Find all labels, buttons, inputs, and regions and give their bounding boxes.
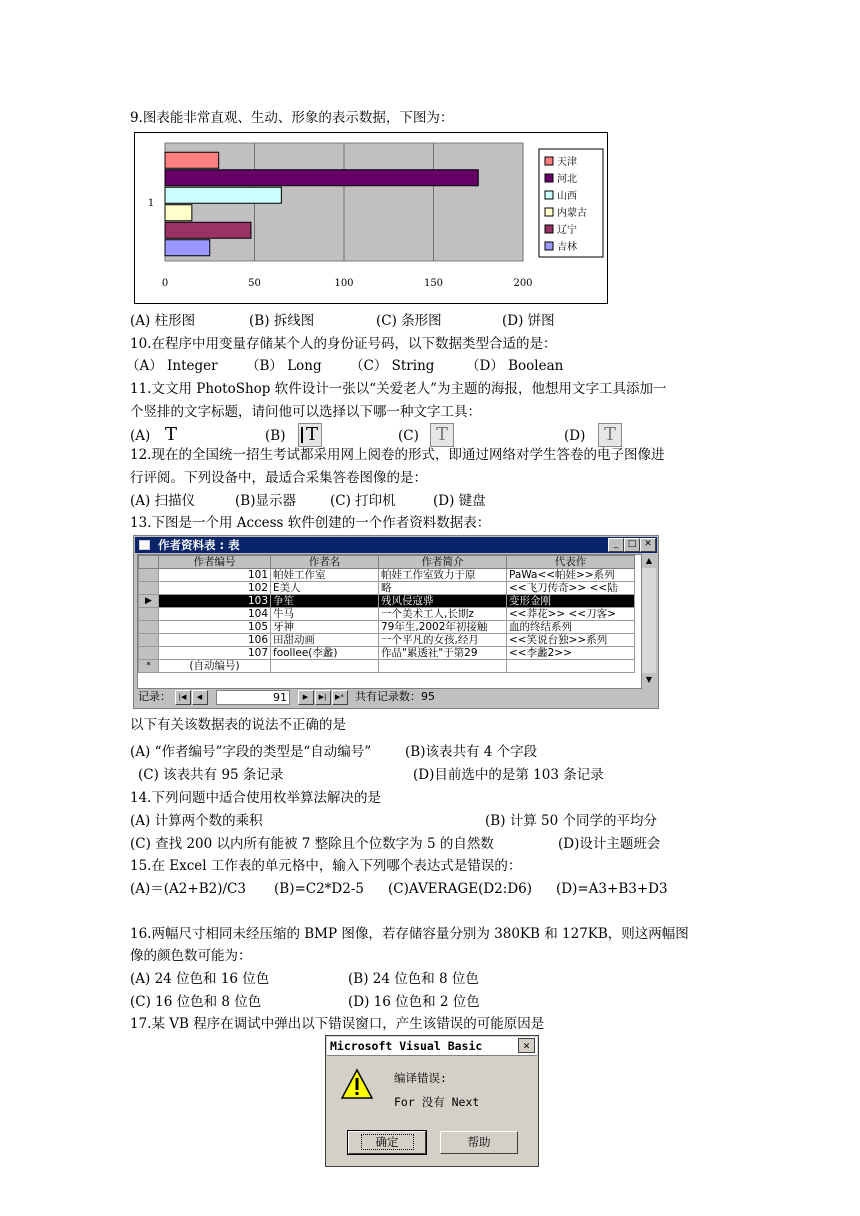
cell-works-new[interactable] bbox=[507, 660, 635, 673]
cell-author-bio[interactable]: 帕娃工作室致力于原 bbox=[379, 569, 507, 582]
q14-option-d: (D)设计主题班会 bbox=[558, 836, 661, 852]
q12-option-d: (D) 键盘 bbox=[433, 493, 486, 509]
q13-option-d: (D)目前选中的是第 103 条记录 bbox=[413, 767, 604, 783]
scroll-down-icon[interactable]: ▼ bbox=[642, 673, 656, 687]
error-message-title: 编译错误: bbox=[394, 1071, 447, 1085]
header-row bbox=[139, 556, 635, 569]
cell-author-name[interactable]: E美人 bbox=[271, 582, 379, 595]
q12-option-a: (A) 扫描仪 bbox=[130, 493, 196, 509]
table-row-selected[interactable] bbox=[139, 595, 635, 608]
q11-option-a: (A) bbox=[130, 428, 151, 444]
cell-author-name[interactable]: 争笙 bbox=[271, 595, 379, 608]
ok-button[interactable] bbox=[348, 1131, 426, 1154]
cell-works[interactable]: PaWa<<帕娃>>系列 bbox=[507, 569, 635, 582]
x-tick-label: 150 bbox=[423, 278, 444, 289]
row-selector[interactable] bbox=[139, 582, 159, 595]
q12-option-b: (B)显示器 bbox=[235, 493, 296, 509]
q13-option-b: (B)该表共有 4 个字段 bbox=[405, 744, 538, 760]
x-tick-label: 100 bbox=[334, 278, 354, 289]
q10-option-c: （C） String bbox=[350, 358, 435, 374]
cell-author-name-new[interactable] bbox=[271, 660, 379, 673]
cell-author-bio[interactable]: 略 bbox=[379, 582, 507, 595]
legend-swatch bbox=[545, 208, 553, 216]
column-header-author-bio[interactable]: 作者简介 bbox=[379, 556, 507, 569]
q10-option-d: （D） Boolean bbox=[466, 358, 564, 374]
current-record-indicator[interactable]: ▶ bbox=[139, 595, 159, 608]
access-window-title: 作者资料表 : 表 bbox=[158, 538, 240, 552]
warning-icon bbox=[340, 1068, 374, 1100]
q11-option-b: (B) bbox=[265, 428, 286, 444]
table-row[interactable] bbox=[139, 569, 635, 582]
ok-button-label: 确定 bbox=[361, 1134, 414, 1150]
column-header-author-name[interactable]: 作者名 bbox=[271, 556, 379, 569]
cell-author-id-new[interactable]: (自动编号) bbox=[159, 660, 271, 673]
legend-swatch bbox=[545, 157, 553, 165]
table-icon bbox=[139, 540, 150, 550]
q12-text-line1: 12.现在的全国统一招生考试都采用网上阅卷的形式，即通过网络对学生答卷的电子图像进 bbox=[130, 447, 665, 463]
cell-author-bio[interactable]: 残风侵寇骅 bbox=[379, 595, 507, 608]
horizontal-type-tool-icon: T bbox=[164, 424, 177, 445]
bar-2 bbox=[165, 170, 478, 186]
q16-text-line1: 16.两幅尺寸相同未经压缩的 BMP 图像，若存储容量分别为 380KB 和 127KB，则这两幅图 bbox=[130, 926, 689, 942]
table-row[interactable] bbox=[139, 647, 635, 660]
cell-author-id[interactable]: 107 bbox=[159, 647, 271, 660]
legend-swatch bbox=[545, 174, 553, 182]
q14-option-b: (B) 计算 50 个同学的平均分 bbox=[485, 813, 658, 829]
q16-option-d: (D) 16 位色和 2 位色 bbox=[348, 994, 480, 1010]
q9-text: 9.图表能非常直观、生动、形象的表示数据，下图为： bbox=[130, 110, 454, 126]
legend-swatch bbox=[545, 191, 553, 199]
q11-option-d: (D) bbox=[564, 428, 586, 444]
q14-option-c: (C) 查找 200 以内所有能被 7 整除且个位数字为 5 的自然数 bbox=[130, 836, 494, 852]
error-message-detail: For 没有 Next bbox=[394, 1095, 480, 1109]
close-icon: ✕ bbox=[523, 1039, 530, 1052]
cell-author-name[interactable]: foollee(李蠡) bbox=[271, 647, 379, 660]
dialog-close-button[interactable] bbox=[518, 1038, 535, 1053]
legend-label: 内蒙古 bbox=[557, 208, 587, 219]
q13-after-text: 以下有关该数据表的说法不正确的是 bbox=[130, 717, 346, 733]
q10-option-a: （A） Integer bbox=[126, 358, 218, 374]
total-records: 共有记录数：95 bbox=[355, 690, 435, 703]
bar-4 bbox=[165, 205, 192, 221]
row-selector[interactable] bbox=[139, 634, 159, 647]
q10-text: 10.在程序中用变量存储某个人的身份证号码，以下数据类型合适的是： bbox=[130, 336, 557, 352]
maximize-button[interactable] bbox=[624, 538, 640, 552]
legend-label: 天津 bbox=[557, 157, 577, 168]
table-row[interactable] bbox=[139, 582, 635, 595]
q9-option-d: (D) 饼图 bbox=[502, 313, 555, 329]
cell-author-bio-new[interactable] bbox=[379, 660, 507, 673]
q9-option-c: (C) 条形图 bbox=[376, 313, 442, 329]
vertical-type-tool-icon bbox=[298, 423, 322, 447]
column-header-author-id[interactable]: 作者编号 bbox=[159, 556, 271, 569]
q9-option-b: (B) 拆线图 bbox=[249, 313, 315, 329]
row-selector[interactable] bbox=[139, 608, 159, 621]
cell-works[interactable]: <<飞刀传奇>> <<陆 bbox=[507, 582, 635, 595]
access-table-window bbox=[133, 535, 659, 709]
q16-option-c: (C) 16 位色和 8 位色 bbox=[130, 994, 262, 1010]
row-selector[interactable] bbox=[139, 621, 159, 634]
cell-author-name[interactable]: 帕娃工作室 bbox=[271, 569, 379, 582]
prev-record-button[interactable]: ◀ bbox=[192, 690, 208, 705]
legend-swatch bbox=[545, 225, 553, 233]
bar-5 bbox=[165, 222, 251, 238]
q15-option-a: (A)＝(A2+B2)/C3 bbox=[130, 881, 246, 897]
record-navigator bbox=[138, 689, 435, 705]
q16-text-line2: 像的颜色数可能为： bbox=[130, 948, 252, 964]
q16-option-b: (B) 24 位色和 8 位色 bbox=[348, 971, 479, 987]
table-row[interactable] bbox=[139, 621, 635, 634]
q17-text: 17.某 VB 程序在调试中弹出以下错误窗口，产生该错误的可能原因是 bbox=[130, 1016, 545, 1032]
cell-author-bio[interactable]: 79年生,2002年初接触 bbox=[379, 621, 507, 634]
q15-option-c: (C)AVERAGE(D2:D6) bbox=[388, 881, 533, 897]
row-selector[interactable] bbox=[139, 647, 159, 660]
bar-1 bbox=[165, 152, 219, 168]
bar-3 bbox=[165, 187, 281, 203]
q13-text: 13.下图是一个用 Access 软件创建的一个作者资料数据表： bbox=[130, 515, 491, 531]
category-label: 1 bbox=[147, 198, 155, 209]
minimize-button[interactable] bbox=[608, 538, 624, 552]
cell-author-id[interactable]: 105 bbox=[159, 621, 271, 634]
q15-option-b: (B)=C2*D2-5 bbox=[274, 881, 364, 897]
row-selector[interactable] bbox=[139, 569, 159, 582]
cell-author-name[interactable]: 牛马 bbox=[271, 608, 379, 621]
header-selector[interactable] bbox=[139, 556, 159, 569]
cell-author-id[interactable]: 101 bbox=[159, 569, 271, 582]
table-row[interactable] bbox=[139, 608, 635, 621]
vertical-type-mask-tool-icon: T bbox=[598, 423, 622, 447]
scroll-up-icon[interactable]: ▲ bbox=[642, 554, 656, 568]
cell-author-bio[interactable]: 一个平凡的女孩,经月 bbox=[379, 634, 507, 647]
access-title-bar bbox=[135, 537, 657, 553]
x-tick-label: 200 bbox=[513, 278, 533, 289]
last-record-button[interactable]: ▶| bbox=[315, 690, 331, 705]
cell-works[interactable]: 血的终结系列 bbox=[507, 621, 635, 634]
cell-author-bio[interactable]: 作品"累透社"于第29 bbox=[379, 647, 507, 660]
q11-text-line2: 个竖排的文字标题，请问他可以选择以下哪一种文字工具： bbox=[130, 404, 481, 420]
vertical-scrollbar[interactable] bbox=[641, 554, 656, 687]
q13-option-c: (C) 该表共有 95 条记录 bbox=[138, 767, 284, 783]
cell-author-name[interactable]: 牙神 bbox=[271, 621, 379, 634]
record-number-field[interactable]: 91 bbox=[216, 690, 290, 705]
q11-text-line1: 11.文文用 PhotoShop 软件设计一张以“关爱老人”为主题的海报，他想用文字工具添加一 bbox=[130, 381, 667, 397]
legend-label: 山西 bbox=[557, 191, 577, 202]
cell-works[interactable]: <<莽花>> <<刀客> bbox=[507, 608, 635, 621]
minimize-icon: _ bbox=[613, 539, 619, 549]
column-header-works[interactable]: 代表作 bbox=[507, 556, 635, 569]
cell-author-bio[interactable]: 一个美术工人,长期z bbox=[379, 608, 507, 621]
new-record-indicator[interactable]: * bbox=[139, 660, 159, 673]
new-record-row[interactable] bbox=[139, 660, 635, 673]
q16-option-a: (A) 24 位色和 16 位色 bbox=[130, 971, 270, 987]
bar-chart-svg bbox=[135, 133, 607, 303]
cell-works[interactable]: <<李蠡2>> bbox=[507, 647, 635, 660]
legend-label: 河北 bbox=[557, 174, 577, 185]
cell-works[interactable]: 变形金刚 bbox=[507, 595, 635, 608]
help-button[interactable]: 帮助 bbox=[440, 1131, 518, 1154]
q15-option-d: (D)=A3+B3+D3 bbox=[556, 881, 668, 897]
q9-option-a: (A) 柱形图 bbox=[130, 313, 196, 329]
datasheet-grid bbox=[137, 554, 642, 689]
q15-text: 15.在 Excel 工作表的单元格中，输入下列哪个表达式是错误的： bbox=[130, 858, 522, 874]
next-record-button[interactable]: ▶ bbox=[298, 690, 314, 705]
new-record-button[interactable]: ▶* bbox=[332, 690, 348, 705]
q14-option-a: (A) 计算两个数的乘积 bbox=[130, 813, 263, 829]
horizontal-type-mask-tool-icon: T bbox=[430, 423, 454, 447]
cell-author-id[interactable]: 104 bbox=[159, 608, 271, 621]
legend-label: 辽宁 bbox=[557, 225, 577, 236]
x-tick-label: 0 bbox=[161, 278, 169, 289]
bar-chart bbox=[134, 132, 608, 304]
cell-author-id[interactable]: 106 bbox=[159, 634, 271, 647]
q13-option-a: (A) “作者编号”字段的类型是“自动编号” bbox=[130, 744, 372, 760]
dialog-title: Microsoft Visual Basic bbox=[327, 1037, 537, 1056]
q11-option-c: (C) bbox=[398, 428, 419, 444]
vb-error-dialog bbox=[325, 1035, 539, 1167]
x-tick-label: 50 bbox=[248, 278, 261, 289]
q12-text-line2: 行评阅。下列设备中，最适合采集答卷图像的是： bbox=[130, 470, 427, 486]
cell-works[interactable]: <<笑说台独>>系列 bbox=[507, 634, 635, 647]
cell-author-id[interactable]: 103 bbox=[159, 595, 271, 608]
maximize-icon: □ bbox=[627, 539, 637, 549]
legend-label: 吉林 bbox=[557, 242, 577, 253]
record-label: 记录： bbox=[138, 690, 171, 703]
close-icon: ✕ bbox=[644, 539, 652, 549]
table-row[interactable] bbox=[139, 634, 635, 647]
bar-6 bbox=[165, 240, 210, 256]
legend-swatch bbox=[545, 242, 553, 250]
first-record-button[interactable]: |◀ bbox=[175, 690, 191, 705]
q14-text: 14.下列问题中适合使用枚举算法解决的是 bbox=[130, 790, 381, 806]
q10-option-b: （B） Long bbox=[246, 358, 322, 374]
vertical-type-tool-glyph: T bbox=[306, 424, 319, 445]
close-button[interactable] bbox=[640, 538, 656, 552]
cell-author-id[interactable]: 102 bbox=[159, 582, 271, 595]
cell-author-name[interactable]: 田甜动画 bbox=[271, 634, 379, 647]
q12-option-c: (C) 打印机 bbox=[330, 493, 396, 509]
